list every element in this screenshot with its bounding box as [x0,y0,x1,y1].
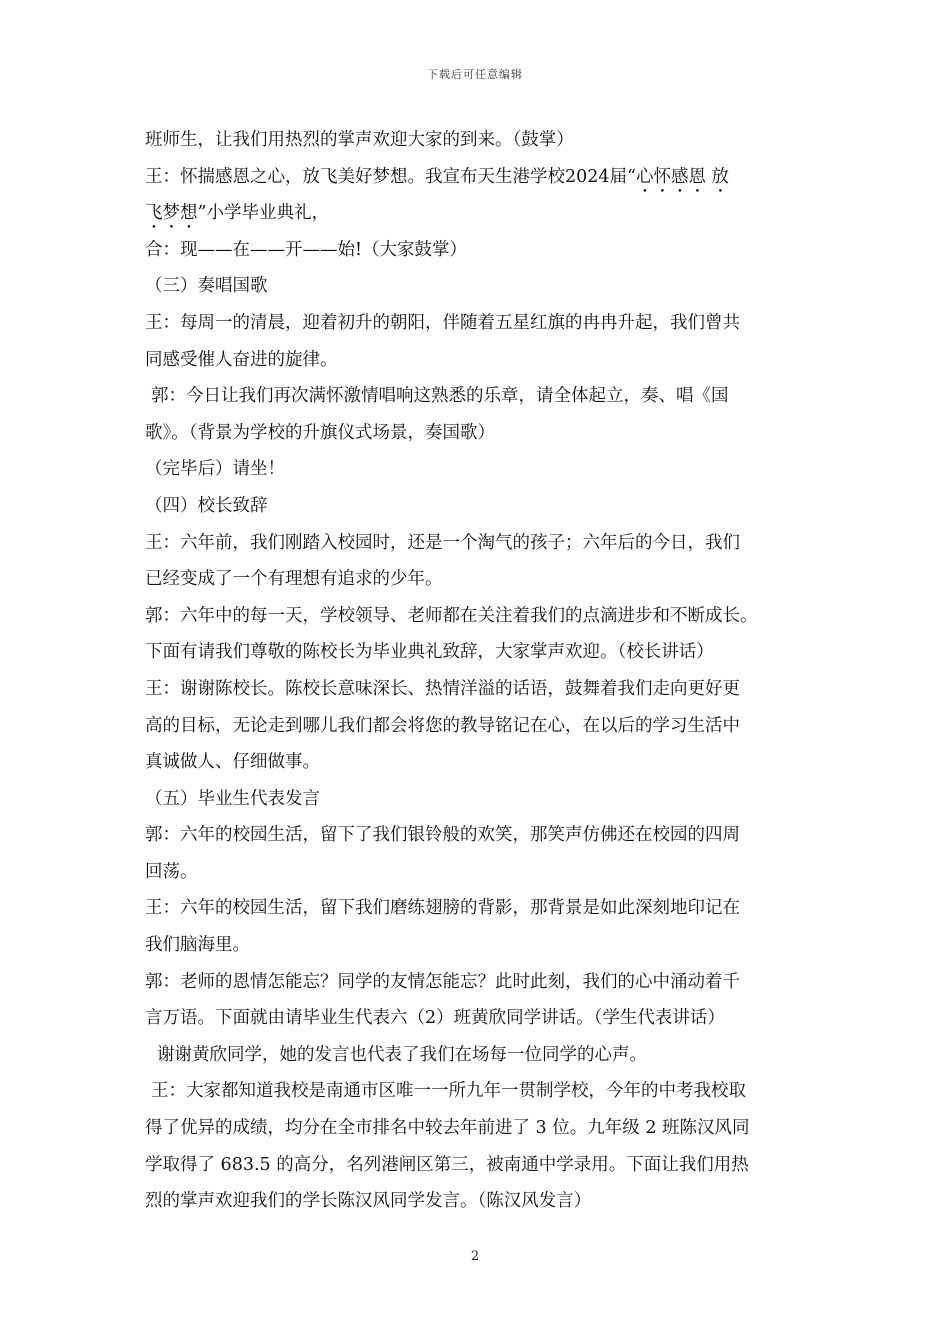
text-span: 王：怀揣感恩之心，放飞美好梦想。我宣布天生港学校2024届“ [145,166,636,187]
text-line: 我们脑海里。 [145,935,250,956]
text-line: 班师生，让我们用热烈的掌声欢迎大家的到来。（鼓掌） [145,130,574,150]
text-line [145,159,825,196]
text-line: 王：六年前，我们刚踏入校园时，还是一个淘气的孩子；六年后的今日，我们 [145,532,740,553]
text-line: 谢谢黄欣同学，她的发言也代表了我们在场每一位同学的心声。 [157,1044,647,1065]
text-line: 已经变成了一个有理想有追求的少年。 [145,569,443,590]
text-line: 郭：六年中的每一天，学校领导、老师都在关注着我们的点滴进步和不断成长。 [145,605,758,626]
text-line: 回荡。 [145,861,198,882]
text-line: 同感受催人奋进的旋律。 [145,349,338,370]
text-line: 王：六年的校园生活，留下我们磨练翅膀的背影，那背景是如此深刻地印记在 [145,898,740,919]
text-line: （三）奏唱国歌 [145,276,268,297]
text-line: 王：每周一的清晨，迎着初升的朝阳，伴随着五星红旗的冉冉升起，我们曾共 [145,312,740,333]
text-line: 歌》。（背景为学校的升旗仪式场景，奏国歌） [145,422,495,443]
text-span: ”小学毕业典礼， [197,203,329,224]
page-number: 2 [470,1249,480,1264]
text-line: （四）校长致辞 [145,495,268,516]
text-line: 烈的掌声欢迎我们的学长陈汉风同学发言。（陈汉风发言） [145,1191,592,1212]
text-line: 合：现——在——开——始!（大家鼓掌） [145,239,468,260]
text-line: 真诚做人、仔细做事。 [145,752,320,773]
text-line: （完毕后）请坐！ [145,459,285,480]
emphasized-text: 心怀感恩 放 [635,166,730,187]
text-line: 得了优异的成绩，均分在全市排名中较去年前进了 3 位。九年级 2 班陈汉风同 [145,1118,750,1139]
emphasized-text: 飞梦想 [145,203,198,224]
text-line: 学取得了 683.5 的高分，名列港闸区第三，被南通中学录用。下面让我们用热 [145,1154,749,1175]
text-line: 王：谢谢陈校长。陈校长意味深长、热情洋溢的话语，鼓舞着我们走向更好更 [145,678,740,699]
document-body [145,122,825,1220]
text-line: （五）毕业生代表发言 [145,788,320,809]
text-line: 郭：六年的校园生活，留下了我们银铃般的欢笑，那笑声仿佛还在校园的四周 [145,825,740,846]
text-line: 下面有请我们尊敬的陈校长为毕业典礼致辞，大家掌声欢迎。（校长讲话） [145,642,714,663]
page-header: 下载后可任意编辑 [427,68,523,81]
text-line: 高的目标，无论走到哪儿我们都会将您的教导铭记在心，在以后的学习生活中 [145,715,740,736]
text-line [145,195,825,232]
text-line: 王：大家都知道我校是南通市区唯一一所九年一贯制学校，今年的中考我校取 [151,1081,746,1102]
text-line: 郭：老师的恩情怎能忘？同学的友情怎能忘？此时此刻，我们的心中涌动着千 [145,971,740,992]
text-line: 言万语。下面就由请毕业生代表六（2）班黄欣同学讲话。（学生代表讲话） [145,1008,725,1029]
text-line: 郭：今日让我们再次满怀激情唱响这熟悉的乐章，请全体起立，奏、唱《国 [151,386,729,407]
